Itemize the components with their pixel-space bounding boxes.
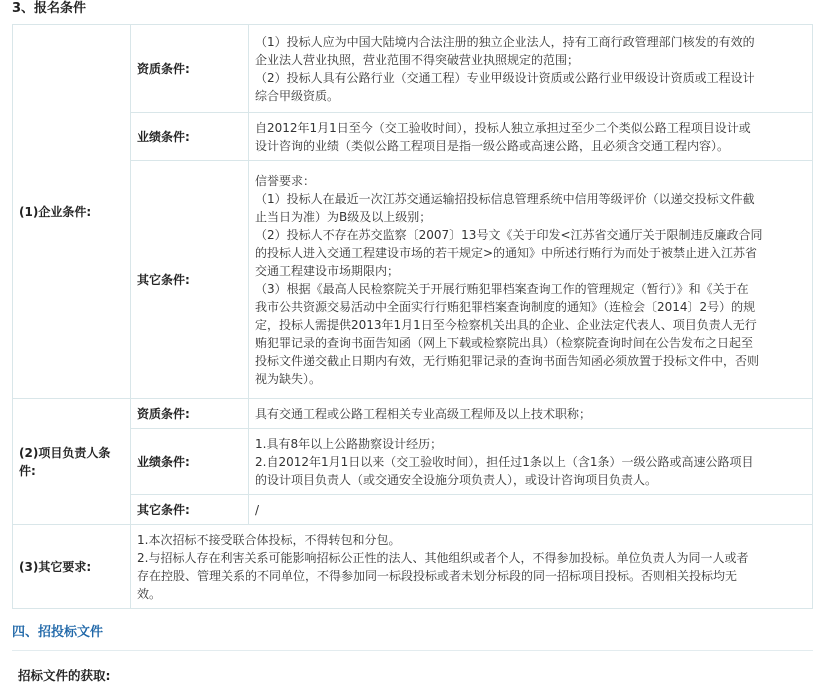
text-line: 设计咨询的业绩（类似公路工程项目是指一级公路或高速公路，且必须含交通工程内容）。 bbox=[255, 138, 730, 153]
table-row bbox=[13, 161, 813, 399]
text-line: 具有交通工程或公路工程相关专业高级工程师及以上技术职称； bbox=[255, 406, 592, 421]
row-label-qualification: 资质条件: bbox=[131, 25, 249, 113]
text-line: 效。 bbox=[137, 586, 162, 601]
enterprise-other-text bbox=[249, 161, 813, 399]
requirements-table bbox=[12, 24, 813, 609]
text-line: 自2012年1月1日至今（交工验收时间），投标人独立承担过至少二个类似公路工程项目设计或 bbox=[255, 120, 751, 135]
text-line: / bbox=[255, 502, 260, 517]
text-line: （1）投标人在最近一次江苏交通运输招投标信息管理系统中信用等级评价（以递交投标文件截 bbox=[255, 191, 755, 206]
other-requirements-text bbox=[131, 525, 813, 609]
project-leader-conditions-label: (2)项目负责人条件: bbox=[13, 399, 131, 525]
text-line: 贿犯罪记录的查询书面告知函（网上下载或检察院出具）（检察院查询时间在公告发布之日起至 bbox=[255, 335, 754, 350]
row-label-performance: 业绩条件: bbox=[131, 113, 249, 161]
text-line: （2）投标人不存在苏交监察〔2007〕13号文《关于印发<江苏省交通厅关于限制违反廉政合同 bbox=[255, 227, 763, 242]
text-line: （1）投标人应为中国大陆境内合法注册的独立企业法人，持有工商行政管理部门核发的有效的 bbox=[255, 34, 755, 49]
enterprise-performance-text bbox=[249, 113, 813, 161]
row-label-qualification: 资质条件: bbox=[131, 399, 249, 429]
table-row bbox=[13, 525, 813, 609]
text-line: 的设计项目负责人（或交通安全设施分项负责人），或设计咨询项目负责人。 bbox=[255, 472, 658, 487]
enterprise-qualification-text bbox=[249, 25, 813, 113]
text-line: 定，投标人需提供2013年1月1日至今检察机关出具的企业、企业法定代表人、项目负责人无行 bbox=[255, 317, 757, 332]
table-row bbox=[13, 399, 813, 429]
table-row bbox=[13, 113, 813, 161]
text-line: （3）根据《最高人民检察院关于开展行贿犯罪档案查询工作的管理规定（暂行）》和《关于在 bbox=[255, 281, 749, 296]
text-line: 1.本次招标不接受联合体投标，不得转包和分包。 bbox=[137, 532, 401, 547]
text-line: 视为缺失）。 bbox=[255, 371, 322, 386]
section-3-title: 3、报名条件 bbox=[12, 1, 87, 16]
enterprise-conditions-label: (1)企业条件: bbox=[13, 25, 131, 399]
table-row bbox=[13, 429, 813, 495]
text-line: 综合甲级资质。 bbox=[255, 88, 340, 103]
row-label-other: 其它条件: bbox=[131, 161, 249, 399]
row-label-performance: 业绩条件: bbox=[131, 429, 249, 495]
other-requirements-label: (3)其它要求: bbox=[13, 525, 131, 609]
table-row bbox=[13, 495, 813, 525]
text-line: 交通工程建设市场期限内； bbox=[255, 263, 400, 278]
divider bbox=[12, 650, 813, 651]
table-row bbox=[13, 25, 813, 113]
text-line: 1.具有8年以上公路勘察设计经历； bbox=[255, 436, 443, 451]
section-4-title: 四、招投标文件 bbox=[12, 625, 104, 640]
text-line: 我市公共资源交易活动中全面实行行贿犯罪档案查询制度的通知》（连检会〔2014〕2号）的规 bbox=[255, 299, 756, 314]
document-acquisition-label: 招标文件的获取: bbox=[18, 668, 111, 683]
text-line: 2.与招标人存在利害关系可能影响招标公正性的法人、其他组织或者个人，不得参加投标。单位负责人为同一人或者 bbox=[137, 550, 749, 565]
text-line: 企业法人营业执照，营业范围不得突破营业执照规定的范围； bbox=[255, 52, 580, 67]
text-line: 投标文件递交截止日期内有效，无行贿犯罪记录的查询书面告知函必须放置于投标文件中，否则 bbox=[255, 353, 760, 368]
text-line: 信誉要求： bbox=[255, 173, 316, 188]
leader-performance-text bbox=[249, 429, 813, 495]
text-line: 存在控股、管理关系的不同单位，不得参加同一标段投标或者未划分标段的同一招标项目投标。否则相关投标均无 bbox=[137, 568, 738, 583]
leader-other-text bbox=[249, 495, 813, 525]
text-line: 的投标人进入交通工程建设市场的若干规定>的通知》中所述行贿行为而处于被禁止进入江苏省 bbox=[255, 245, 758, 260]
text-line: 2.自2012年1月1日以来（交工验收时间），担任过1条以上（含1条）一级公路或高速公路项目 bbox=[255, 454, 754, 469]
leader-qualification-text bbox=[249, 399, 813, 429]
text-line: 止当日为准）为B级及以上级别； bbox=[255, 209, 432, 224]
row-label-other: 其它条件: bbox=[131, 495, 249, 525]
text-line: （2）投标人具有公路行业（交通工程）专业甲级设计资质或公路行业甲级设计资质或工程设计 bbox=[255, 70, 755, 85]
